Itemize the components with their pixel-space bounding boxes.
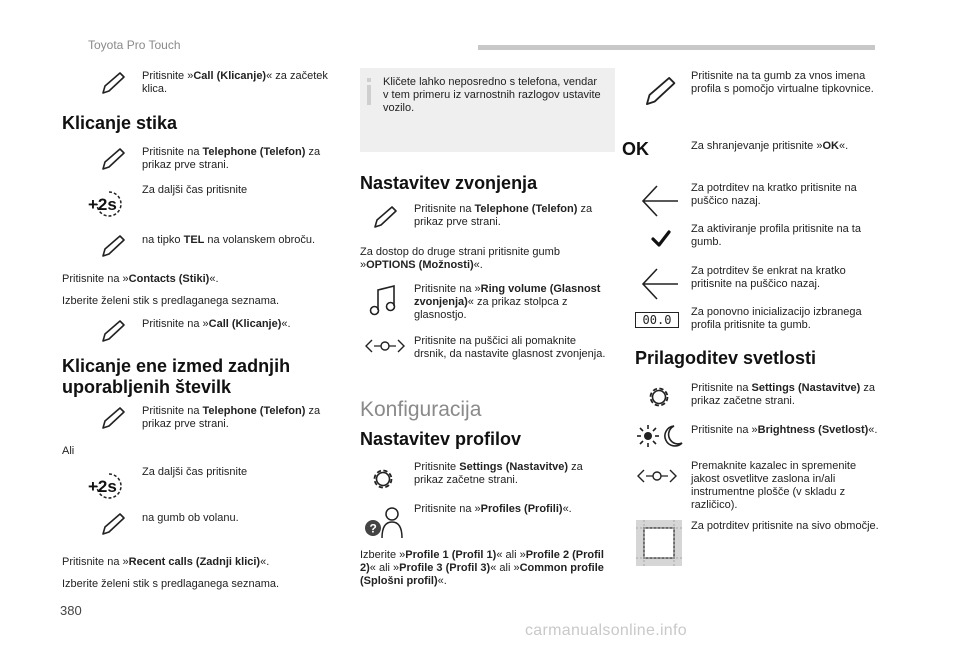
gear-icon (645, 383, 673, 411)
long-press-text-2: Za daljši čas pritisnite (142, 466, 248, 478)
call-instruction: Pritisnite »Call (Klicanje)« za začetek klica. (142, 70, 328, 95)
heading-call-contact: Klicanje stika (62, 113, 178, 133)
call-instruction-2: Pritisnite na »Call (Klicanje)«. (142, 318, 291, 330)
slider-arrows-icon (364, 336, 406, 356)
select-contact-text: Izberite želeni stik s predlaganega seznama. (62, 295, 280, 307)
brightness-settings-instruction: Pritisnite na Settings (Nastavitve) za prikaz začetne strani. (691, 382, 876, 407)
telephone-instruction-2: Pritisnite na Telephone (Telefon) za prikaz prve strani. (142, 405, 321, 430)
back-confirm-instruction-2: Za potrditev še enkrat na kratko pritisnite na puščico nazaj. (691, 265, 846, 290)
steering-button-text: na gumb ob volanu. (142, 512, 239, 524)
back-confirm-instruction: Za potrditev na kratko pritisnite na puščico nazaj. (691, 182, 857, 207)
recent-calls-instruction: Pritisnite na »Recent calls (Zadnji klici)«. (62, 556, 270, 568)
grey-area-icon (636, 520, 682, 566)
page-number: 380 (60, 603, 82, 618)
long-press-2s-icon (88, 190, 130, 218)
contacts-instruction: Pritisnite na »Contacts (Stiki)«. (62, 273, 219, 285)
pencil-icon (100, 405, 126, 431)
settings-instruction: Pritisnite Settings (Nastavitve) za prikaz začetne strani. (414, 461, 583, 486)
ring-volume-instruction: Pritisnite na »Ring volume (Glasnost zvonjenja)« za prikaz stolpca z glasnostjo. (414, 283, 601, 321)
header-divider (478, 45, 875, 50)
save-instruction: Za shranjevanje pritisnite »OK«. (691, 140, 849, 152)
profile-user-icon (364, 506, 408, 540)
heading-brightness: Prilagoditev svetlosti (635, 348, 817, 368)
select-contact-text-2: Izberite želeni stik s predlaganega seznama. (62, 578, 280, 590)
back-arrow-icon (640, 266, 680, 302)
back-arrow-icon (640, 183, 680, 219)
slider-instruction: Pritisnite na puščici ali pomaknite drsnik, da nastavite glasnost zvonjenja. (414, 335, 606, 360)
svg-text:?: ? (369, 521, 377, 536)
pencil-icon (100, 233, 126, 259)
select-profile-instruction: Izberite »Profile 1 (Profil 1)« ali »Profile 2 (Profil 2)« ali »Profile 3 (Profil 3)« ali »Common profile (Splošni profil)«. (360, 549, 604, 587)
brightness-slider-instruction: Premaknite kazalec in spremenite jakost osvetlitve zaslona in/ali instrumentne plošče (v skladu z različico). (691, 460, 857, 511)
svg-text:+2s: +2s (88, 477, 117, 496)
pencil-icon (643, 74, 677, 108)
activate-profile-instruction: Za aktiviranje profila pritisnite na ta gumb. (691, 223, 861, 248)
svg-text:+2s: +2s (88, 195, 117, 214)
pencil-icon (372, 204, 398, 230)
music-note-icon (368, 284, 400, 318)
slider-arrows-icon (636, 466, 678, 486)
info-note-text: Kličete lahko neposredno s telefona, vendar v tem primeru iz varnostnih razlogov ustavite vozilo. (383, 76, 601, 114)
brightness-instruction: Pritisnite na »Brightness (Svetlost)«. (691, 424, 878, 436)
pencil-icon (100, 70, 126, 96)
tel-button-text: na tipko TEL na volanskem obroču. (142, 234, 316, 246)
ok-icon: OK (622, 139, 649, 159)
pencil-icon (100, 511, 126, 537)
pencil-icon (100, 146, 126, 172)
options-instruction: Za dostop do druge strani pritisnite gumb »OPTIONS (Možnosti)«. (360, 246, 560, 271)
heading-ringtone: Nastavitev zvonjenja (360, 173, 538, 193)
pencil-icon (100, 318, 126, 344)
or-text: Ali (62, 445, 75, 457)
profiles-instruction: Pritisnite na »Profiles (Profili)«. (414, 503, 572, 515)
running-header: Toyota Pro Touch (88, 38, 181, 52)
telephone-instruction: Pritisnite na Telephone (Telefon) za prikaz prve strani. (142, 146, 321, 171)
long-press-text: Za daljši čas pritisnite (142, 184, 248, 196)
brightness-sun-moon-icon (636, 423, 684, 449)
long-press-2s-icon (88, 472, 130, 500)
ring-telephone-instruction: Pritisnite na Telephone (Telefon) za prikaz prve strani. (414, 203, 593, 228)
checkmark-icon (650, 229, 672, 249)
reset-profile-instruction: Za ponovno inicializacijo izbranega profila pritisnite ta gumb. (691, 306, 862, 331)
gear-icon (369, 465, 397, 493)
grey-area-instruction: Za potrditev pritisnite na sivo območje. (691, 520, 879, 532)
heading-profiles: Nastavitev profilov (360, 429, 522, 449)
name-input-instruction: Pritisnite na ta gumb za vnos imena profila s pomočjo virtualne tipkovnice. (691, 70, 874, 95)
heading-configuration: Konfiguracija (360, 398, 482, 421)
heading-recent-numbers: Klicanje ene izmed zadnjih uporabljenih številk (62, 356, 291, 397)
watermark: carmanualsonline.info (525, 622, 687, 639)
reset-profile-icon: 00.0 (635, 312, 679, 328)
info-icon (366, 78, 372, 111)
